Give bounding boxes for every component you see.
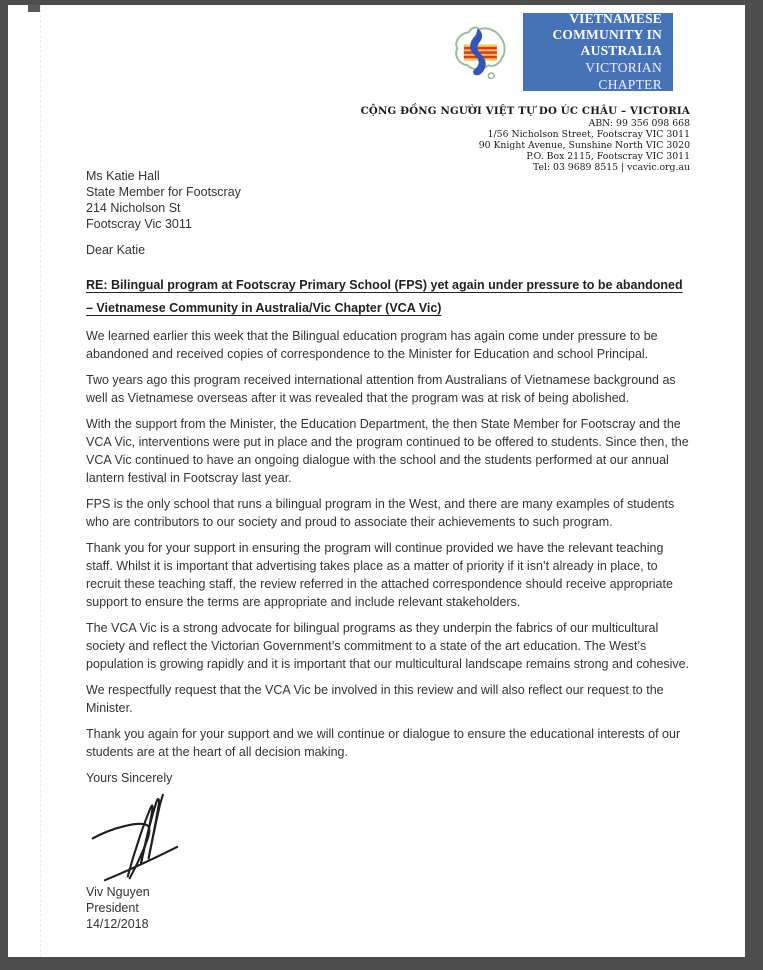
address-line: 1/56 Nicholson Street, Footscray VIC 3011	[487, 129, 690, 140]
paragraph: Two years ago this program received international attention from Australians of Vietnamese background as well as Vietnamese overseas after it was revealed that the program was at risk of being abolished.	[86, 373, 676, 405]
recipient-line: State Member for Footscray	[86, 185, 241, 199]
paragraph: FPS is the only school that runs a bilingual program in the West, and there are many examples of students who are contributors to our society and proud to associate their achievements to such program.	[86, 497, 675, 529]
subject-line: RE: Bilingual program at Footscray Primary School (FPS) yet again under pressure to be abandoned – Vietnamese Community in Australia/Vic Chapter (VCA Vic)	[86, 278, 683, 315]
org-name-line: COMMUNITY IN	[552, 27, 662, 42]
recipient-line: Ms Katie Hall	[86, 169, 160, 183]
address-line: P.O. Box 2115, Footscray VIC 3011	[526, 151, 690, 162]
tel-line: Tel: 03 9689 8515 | vcavic.org.au	[532, 162, 690, 173]
letter-body	[86, 168, 692, 932]
recipient-line: 214 Nicholson St	[86, 201, 181, 215]
paragraph: Thank you for your support in ensuring the program will continue provided we have the relevant teaching staff. Whilst it is important that advertising takes place as a matter of priority if it isn’t already in place, to recruit these teaching staff, the review referred in the attached correspondence should receive appropriate support to ensure the terms are appropriate and include relevant stakeholders.	[86, 541, 673, 609]
handwritten-signature-icon	[88, 789, 253, 884]
signatory-name: Viv Nguyen	[86, 885, 150, 899]
paragraph: With the support from the Minister, the Education Department, the then State Member for Footscray and the VCA Vic, interventions were put in place and the program continued to be offered to students. Since then, the VCA Vic continued to have an ongoing dialogue with the school and the students performed at our annual lantern festival in Footscray last year.	[86, 417, 689, 485]
org-name-vietnamese: CỘNG ĐỒNG NGƯỜI VIỆT TỰ DO ÚC CHÂU – VICTORIA	[360, 105, 690, 117]
org-chapter-label: VICTORIAN CHAPTER	[585, 60, 662, 92]
vca-logo-icon	[444, 19, 512, 89]
letter-page	[8, 5, 745, 957]
signatory-title: President	[86, 901, 139, 915]
recipient-address	[86, 168, 692, 232]
paragraph: We respectfully request that the VCA Vic be involved in this review and will also reflect our request to the Minister.	[86, 683, 664, 715]
scan-artifact	[28, 5, 40, 12]
abn-line: ABN: 99 356 098 668	[588, 118, 690, 129]
paragraph: We learned earlier this week that the Bilingual education program has again come under pressure to be abandoned and received copies of correspondence to the Minister for Education and school Principal.	[86, 329, 658, 361]
valediction: Yours Sincerely	[86, 771, 173, 785]
salutation: Dear Katie	[86, 243, 146, 257]
signature-block	[86, 884, 692, 932]
org-name-line: VIETNAMESE	[569, 11, 662, 26]
address-line: 90 Knight Avenue, Sunshine North VIC 3020	[478, 140, 690, 151]
paragraph: The VCA Vic is a strong advocate for bilingual programs as they underpin the fabrics of our multicultural society and reflect the Victorian Government’s commitment to a state of the art education. The West’s population is growing rapidly and it is important that our multicultural landscape remains strong and cohesive.	[86, 621, 690, 671]
paragraph: Thank you again for your support and we will continue or dialogue to ensure the educational interests of our students are at the heart of all decision making.	[86, 727, 681, 759]
org-name-line: AUSTRALIA	[580, 43, 662, 58]
org-name-box	[523, 13, 673, 91]
scan-margin-guide	[40, 5, 41, 957]
recipient-line: Footscray Vic 3011	[86, 217, 192, 231]
letterhead-contact-block	[361, 105, 690, 173]
letter-date: 14/12/2018	[86, 917, 149, 931]
